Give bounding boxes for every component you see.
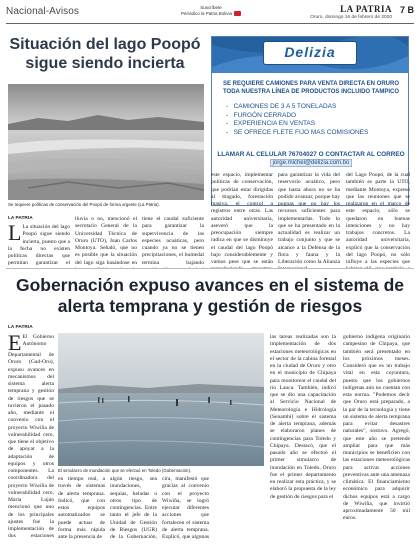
article2-column-3: algún riesgo, sea inundaciones, sequías, heladas u otros tipo de contingencias. Entre tanto el jefe de la Unidad de Gestión de Riesgos (UGR) de la Gobernación, bbox=[110, 476, 157, 540]
delizia-logo bbox=[264, 42, 356, 64]
section-divider bbox=[6, 268, 414, 269]
article2-column-2: en tiempo real, a través de sistemas de alerta temprana. Indicó, que con estos equipos automatizados se puede actuar de forma más rápida ante la presencia de bbox=[58, 476, 105, 540]
ad-item: - SE OFRECE FLETE FIJO MAS COMISIONES bbox=[226, 128, 369, 136]
article1-column-3: tiene el caudal suficiente para garantizar la supervivencia de las especies acuáticas, pero cuando ya no se tienen precipitaciones, el humedal termina bajando bbox=[142, 216, 204, 266]
ad-requirements bbox=[226, 103, 368, 137]
subscribe-label: Suscríbete bbox=[200, 5, 222, 10]
article2-column-1: E El Gobierno Autónomo Departamental de Oruro (Gad-Oru), expuso avances en mecanismos del sistema alerta temprana y gestión de riesgos que se tuvieron el pasado año, mediante el convenio con el proyecto Wiwiña de vulnerabilidad cero, que tiene el objetivo de apoyar a la adaptación de equipos y otros componentes. La coordinadora del proyecto Wiwiña de vulnerabilidad cero, María Luján mencionó que uno de los principales ajustes fue la implementación de dos estaciones bbox=[8, 334, 54, 540]
ad-item: - EXPERIENCIA EN VENTAS bbox=[226, 120, 316, 128]
ad-contact: LLAMAR AL CELULAR 76704027 O CONTACTAR AL CORREO bbox=[217, 151, 405, 158]
section-title: Nacional-Avisos bbox=[6, 6, 80, 17]
flood-drill-photo bbox=[58, 333, 264, 466]
dropcap: L bbox=[8, 224, 22, 245]
article2-column-6: gobierno indígena originario campesino de Chipaya, que también será presentado en los próximos meses. Consideró que es un trabajo vital en esta coyuntura, puesto que los gobiernos indígenas aún no cuentan con esta norma. "Podemos decir que Oruro está preparado, a la par de la tecnología y tiene un sistema de alerta temprana para evitar desastres naturales", sostuvo. Agregó, que este año se pretende ampliar para que más municipios se beneficien con las estaciones meteorológicas para activar acciones preventivas ante una amenaza climática. El financiamiento económico para adquirir dichos equipos está a cargo de Wiwiña, que invirtió aproximadamente 50 mil euros. bbox=[343, 334, 410, 522]
ad-email-link[interactable]: jorge.michel@delizia.com.bo bbox=[270, 159, 353, 167]
ad-banner bbox=[212, 37, 408, 73]
page-number: 7 B bbox=[399, 5, 414, 15]
article2-column-4: cira, manifestó que gracias al convenio con el proyecto Wiwiña, se logró ejecutar diferentes acciones que fortalecen el sistema de alerta temprana. Explicó, que algunas bbox=[162, 476, 209, 540]
article1-column-1: L La situación del lago Poopó sigue siendo incierta, puesto que a la fecha no existen políticas directas que permitan garantizar el bbox=[8, 224, 70, 267]
article1-column-5: para garantizar la vida del reservorio acuático, pero que hasta ahora no se ha podido avanzar, porque hay pugnas que no hay los recursos suficientes para implementarlas. Todo lo que se ha presentado en la actualidad es realizar un trabajo conjunto y que se alcance a la Defensa de la flora y fauna y la Liberación como la Alianza bbox=[278, 172, 340, 265]
ad-headline: SE REQUIERE CAMIONES PARA VENTA DIRECTA EN ORURO TODA NUESTRA LÍNEA DE PRODUCTOS INCLUIDO TAMPICO bbox=[222, 81, 399, 95]
article1-column-4: este espacio, implementar políticas de conservación, que podrían estar dirigidas al dragado, forestación masiva, el control a registros entre otras. Las autoridad universitaria, aseveró que la preocupación siempre radica en que se disminuye el caudal del lago Poopó bajo considerablemente y vamos pese que se están bbox=[211, 172, 273, 265]
article2-column-5: las tareas realizadas son la implementación de dos estaciones meteorológicas en el sector de la cabina forestal en la ciudad de Oruro y otro en el municipio de Chipaya para monitorear el caudal del río Lauca. También, indicó que se dio una capacitación al Servicio Nacional de Meteorología e Hidrología (Senamhi) sobre el sistema de alerta temprana, además se elaboraron planes de contingencias para Toledo y Chipaya. Destacó, que el pasado año se efectuó el primer simulacro de inundación en Toledo, Oruro fue el primer departamento en realizar esta práctica, y se elaboró la propuesta de la ley de gestión de riesgos para el bbox=[270, 334, 336, 500]
article2-headline: Gobernación expuso avances en el sistema de alerta temprana y gestión de riesgos bbox=[15, 275, 405, 316]
article1-column-2: lluvia o no, mencionó el secretario General de la Universidad Técnica de Oruro (UTO), Juan Carlos Montoya. Señaló, que no es posible que la situación del lago siga basándose en bbox=[75, 216, 137, 266]
issue-date: Oruro, domingo 16 de febrero de 2020 bbox=[310, 15, 392, 20]
dropcap: E bbox=[8, 334, 22, 355]
photo1-caption: Se requiere políticas de conservación del Poopó de forma urgente (La Patria). bbox=[8, 202, 160, 207]
youtube-icon bbox=[234, 11, 241, 16]
delizia-logo-text: Delizia bbox=[284, 44, 336, 60]
article2-byline: LA PATRIA bbox=[8, 325, 33, 330]
ad-emails bbox=[216, 160, 406, 166]
article1-column-6: del Lago Poopó, de la cual también es parte la UTO, mediante Montoya, expresó que las reuniones que se realizaron en el marco de este espacio, sólo se quedaron en buenas intenciones y no hay trabajos concretos. La autoridad universitaria, explicó que la conservación del lago Poopó, no sólo influye a las especies que bbox=[346, 172, 410, 265]
ad-item: - CAMIONES DE 3 A 5 TONELADAS bbox=[226, 103, 337, 110]
newspaper-brand: LA PATRIA bbox=[340, 4, 392, 14]
ad-item: - FURGÓN CERRADO bbox=[226, 111, 297, 119]
photo2-caption: El simulacro de inundación que se efectuó en Toledo (Gobernación). bbox=[58, 468, 192, 473]
lake-photo bbox=[8, 84, 204, 200]
article1-byline: LA PATRIA bbox=[8, 216, 33, 221]
channel-name: Periódico la Patria Bolivia bbox=[180, 10, 233, 16]
article1-headline: Situación del lago Poopó sigue siendo incierta bbox=[9, 36, 201, 72]
header-divider bbox=[6, 23, 414, 24]
subscribe-banner[interactable] bbox=[170, 5, 252, 16]
